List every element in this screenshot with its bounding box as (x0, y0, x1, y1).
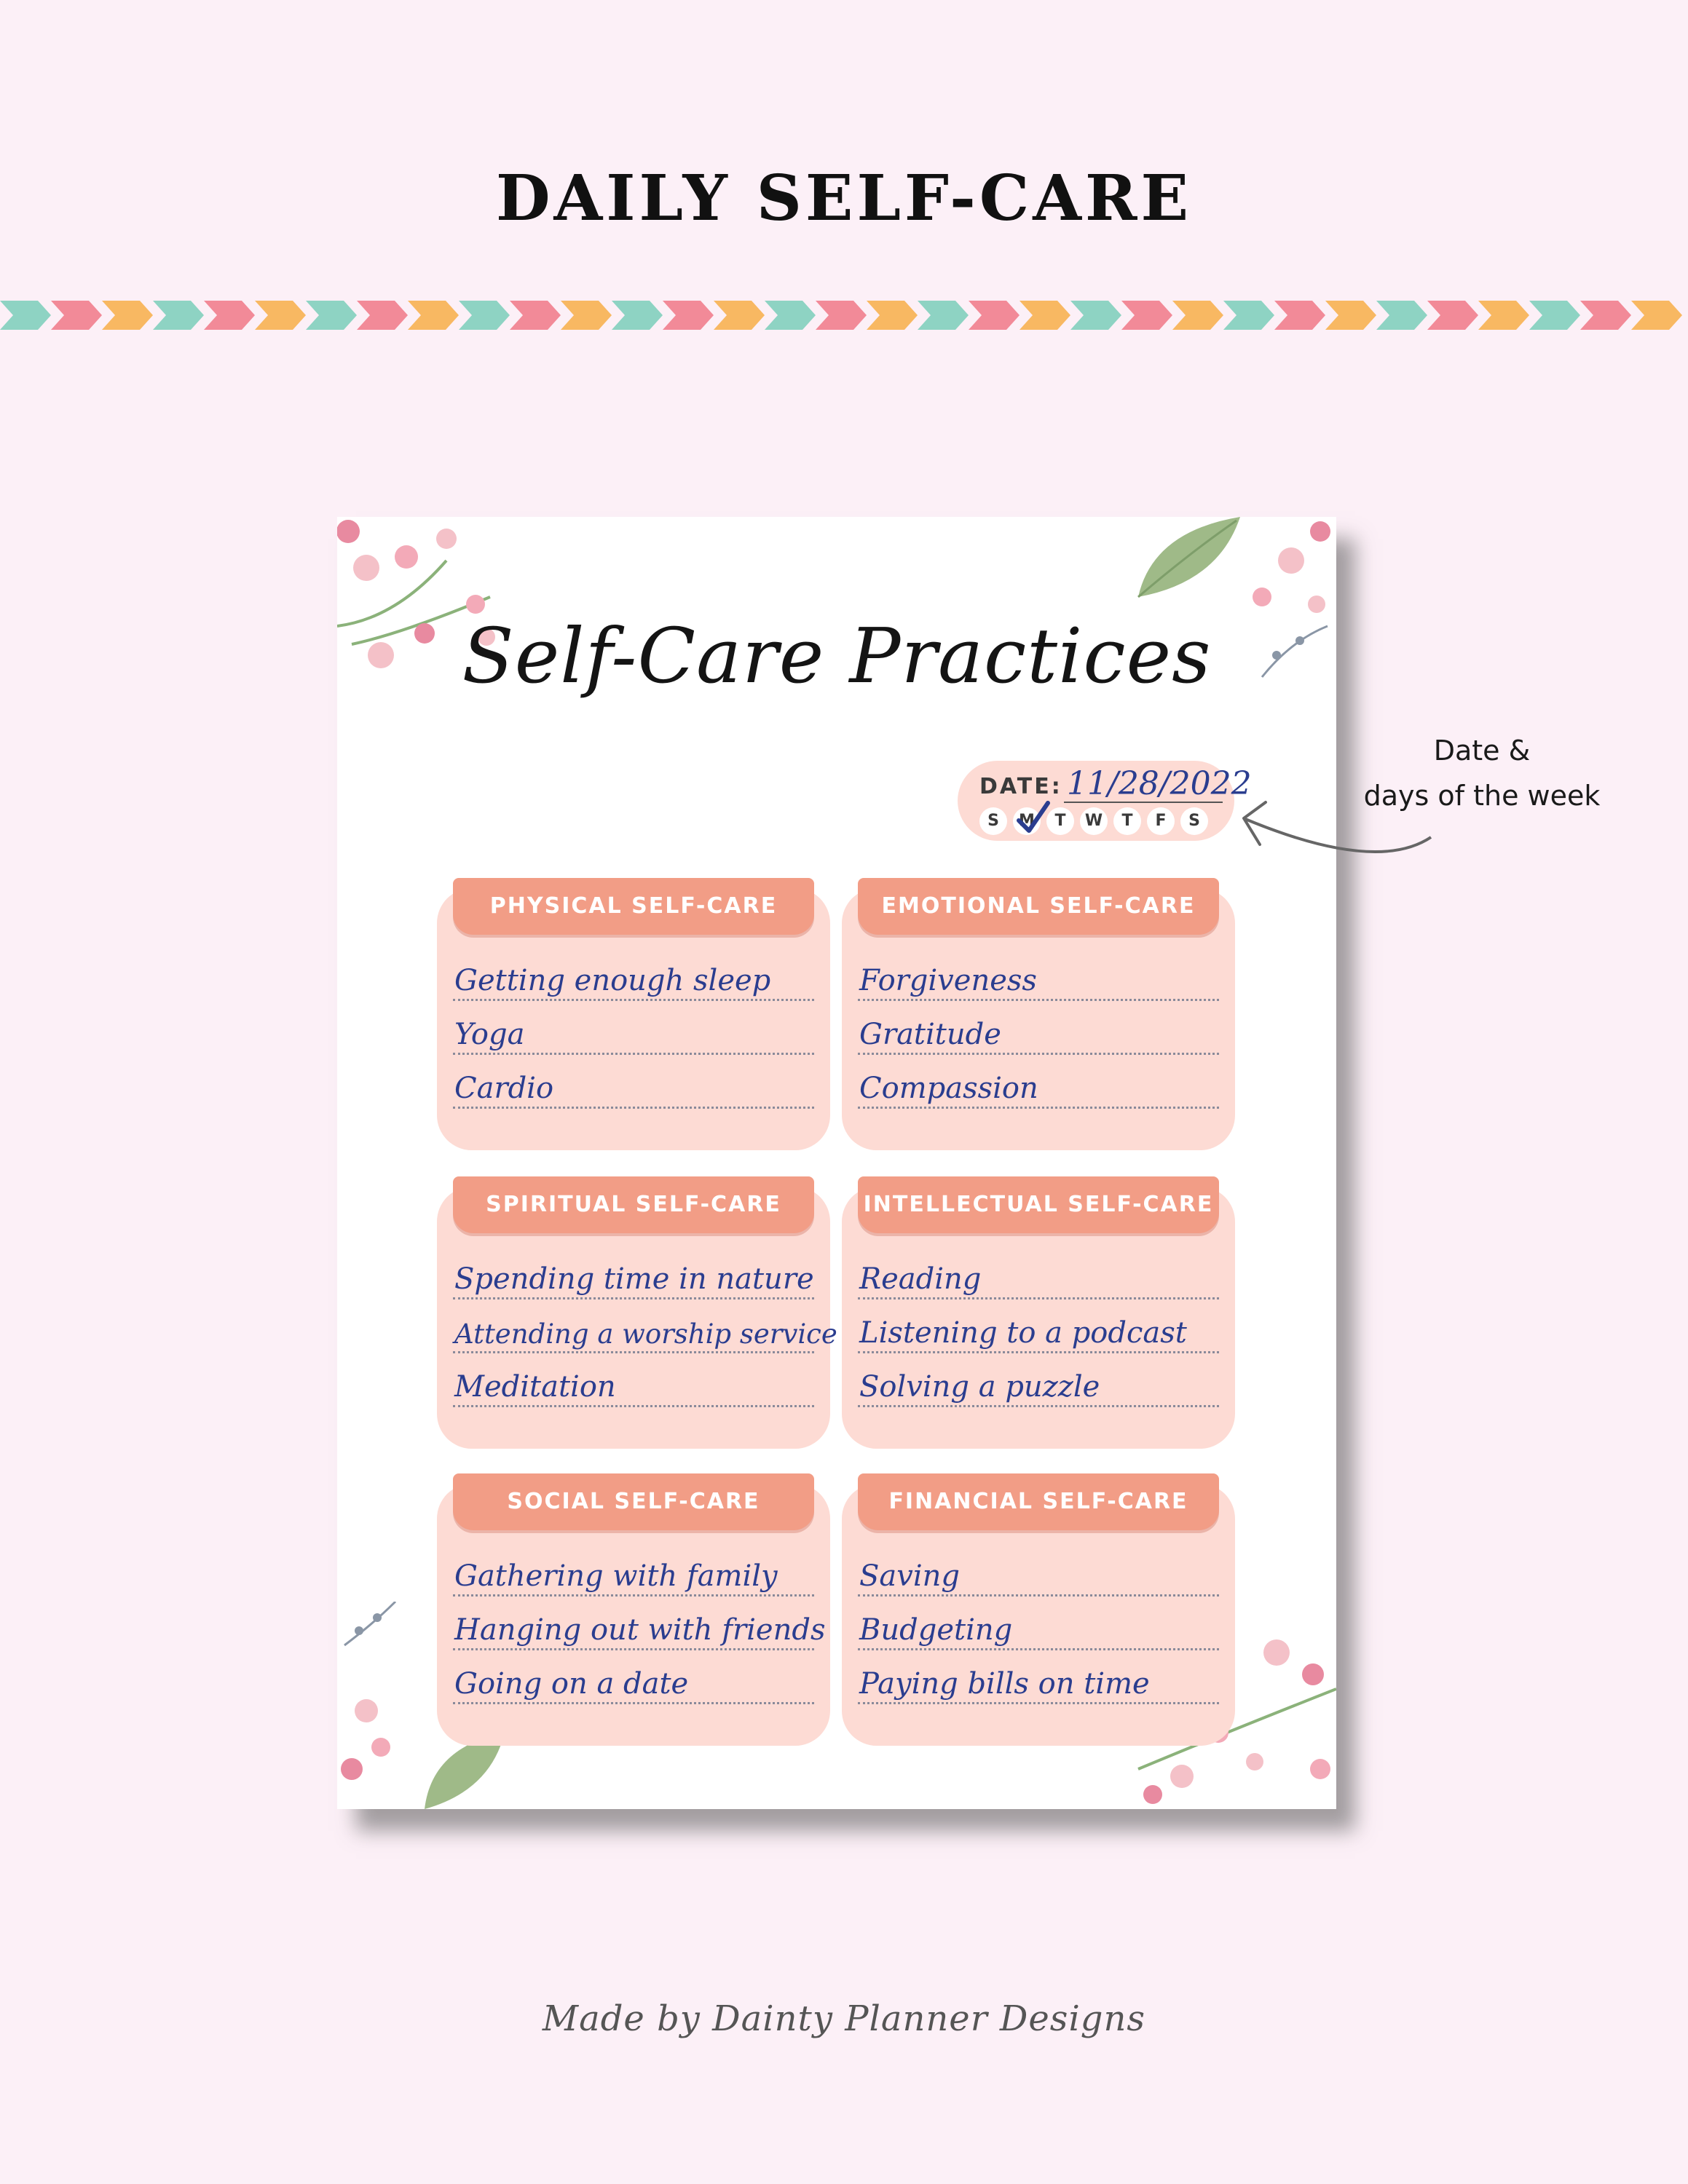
list-item[interactable] (453, 1353, 814, 1407)
entry-text: Paying bills on time (859, 1667, 1150, 1701)
chevron-icon (561, 301, 612, 330)
list-item[interactable] (858, 1054, 1219, 1109)
entry-text: Yoga (454, 1018, 525, 1051)
chevron-icon (102, 301, 153, 330)
chevron-icon (153, 301, 204, 330)
self-care-worksheet (337, 517, 1336, 1809)
day-circle[interactable]: T (1046, 807, 1074, 835)
entry-text: Forgiveness (859, 964, 1037, 997)
list-item[interactable] (858, 1000, 1219, 1055)
chevron-icon (1223, 301, 1274, 330)
category-card-emotional (842, 888, 1235, 1150)
chevron-icon (255, 301, 306, 330)
day-circle[interactable]: W (1080, 807, 1108, 835)
chevron-icon (1427, 301, 1478, 330)
chevron-icon (204, 301, 255, 330)
chevron-icon (1274, 301, 1325, 330)
check-icon (1013, 799, 1052, 838)
date-value[interactable]: 11/28/2022 (1067, 765, 1252, 802)
chevron-icon (357, 301, 408, 330)
list-item[interactable] (858, 1650, 1219, 1704)
chevron-icon (969, 301, 1019, 330)
entry-text: Hanging out with friends (454, 1613, 826, 1647)
chevron-icon (918, 301, 969, 330)
chevron-icon (51, 301, 102, 330)
category-label: EMOTIONAL SELF-CARE (858, 878, 1219, 935)
list-item[interactable] (858, 1353, 1219, 1407)
chevron-icon (1325, 301, 1376, 330)
chevron-icon (459, 301, 510, 330)
chevron-icon (1529, 301, 1580, 330)
entry-text: Going on a date (454, 1667, 689, 1701)
list-item[interactable] (453, 946, 814, 1001)
list-item[interactable] (858, 1542, 1219, 1597)
entry-text: Listening to a podcast (859, 1316, 1187, 1350)
category-label: PHYSICAL SELF-CARE (453, 878, 814, 935)
category-label: INTELLECTUAL SELF-CARE (858, 1176, 1219, 1233)
entry-text: Cardio (454, 1072, 554, 1105)
chevron-icon (765, 301, 816, 330)
chevron-icon (1019, 301, 1070, 330)
day-circle[interactable]: F (1147, 807, 1175, 835)
list-item[interactable] (453, 1650, 814, 1704)
day-circle[interactable]: T (1113, 807, 1141, 835)
page-heading: DAILY SELF-CARE (495, 162, 1193, 235)
annotation-line: Date & (1433, 735, 1531, 767)
list-item[interactable] (453, 1299, 837, 1353)
chevron-icon (1580, 301, 1631, 330)
list-item[interactable] (453, 1245, 814, 1299)
chevron-icon (306, 301, 357, 330)
chevron-border-strip (0, 297, 1688, 333)
category-card-spiritual (437, 1187, 837, 1449)
day-circle[interactable]: M (1013, 807, 1041, 835)
entry-text: Solving a puzzle (859, 1370, 1100, 1404)
chevron-icon (867, 301, 918, 330)
category-label: SOCIAL SELF-CARE (453, 1473, 814, 1530)
entry-text: Gratitude (859, 1018, 1001, 1051)
entry-text: Gathering with family (454, 1559, 778, 1593)
category-label: FINANCIAL SELF-CARE (858, 1473, 1219, 1530)
list-item[interactable] (453, 1542, 814, 1597)
chevron-icon (1070, 301, 1121, 330)
worksheet-title: Self-Care Practices (462, 612, 1212, 700)
chevron-icon (0, 301, 51, 330)
chevron-icon (714, 301, 765, 330)
day-circle[interactable]: S (979, 807, 1007, 835)
list-item[interactable] (858, 1596, 1219, 1650)
category-card-physical (437, 888, 830, 1150)
category-card-intellectual (842, 1187, 1235, 1449)
category-card-financial (842, 1484, 1235, 1746)
chevron-icon (1121, 301, 1172, 330)
entry-text: Budgeting (859, 1613, 1013, 1647)
list-item[interactable] (858, 1245, 1219, 1299)
entry-text: Compassion (859, 1072, 1038, 1105)
entry-text: Meditation (454, 1370, 616, 1404)
category-card-social (437, 1484, 830, 1746)
chevron-icon (816, 301, 867, 330)
chevron-icon (408, 301, 459, 330)
list-item[interactable] (453, 1596, 826, 1650)
entry-text: Spending time in nature (454, 1262, 814, 1296)
list-item[interactable] (453, 1000, 814, 1055)
list-item[interactable] (858, 1299, 1219, 1353)
chevron-icon (1478, 301, 1529, 330)
date-label: DATE: (979, 774, 1062, 799)
chevron-icon (1172, 301, 1223, 330)
chevron-icon (1631, 301, 1682, 330)
chevron-icon (663, 301, 714, 330)
entry-text: Attending a worship service (454, 1318, 837, 1350)
curved-arrow-icon (1231, 772, 1449, 881)
chevron-icon (612, 301, 663, 330)
date-box (958, 761, 1252, 841)
chevron-icon (1376, 301, 1427, 330)
day-circle[interactable]: S (1180, 807, 1208, 835)
date-underline (1064, 802, 1223, 803)
category-label: SPIRITUAL SELF-CARE (453, 1176, 814, 1233)
annotation-line: days of the week (1363, 780, 1601, 812)
entry-text: Saving (859, 1559, 961, 1593)
entry-text: Reading (859, 1262, 982, 1296)
list-item[interactable] (453, 1054, 814, 1109)
list-item[interactable] (858, 946, 1219, 1001)
entry-text: Getting enough sleep (454, 964, 771, 997)
chevron-icon (510, 301, 561, 330)
footer-credit: Made by Dainty Planner Designs (542, 1998, 1146, 2039)
